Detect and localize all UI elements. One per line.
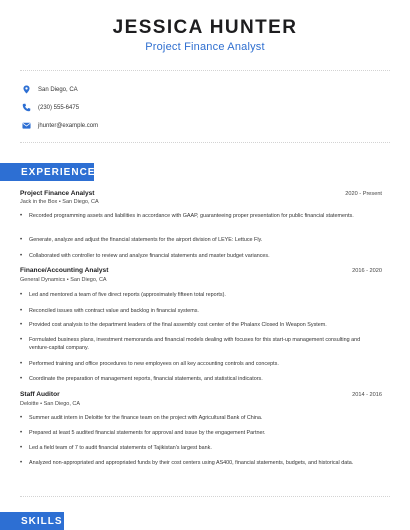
bullet-dot: • [20, 253, 23, 259]
bullet-item [20, 375, 365, 383]
contact-phone [22, 103, 79, 112]
bullet-text: Provided cost analysis to the department leaders of the final assembly cost center of the Phalanx Closed In Weapon System. [29, 322, 327, 328]
bullet-text: Formulated business plans, investment memoranda and financial models dealing with focuses for this start-up management consulting and venture-capital company. [29, 337, 361, 351]
bullet-dot: • [20, 213, 23, 219]
bullet-text: Led a field team of 7 to audit financial statements of Tajikistan's largest bank. [29, 445, 212, 451]
contact-divider [20, 142, 390, 143]
bullet-dot: • [20, 308, 23, 314]
bullet-item [20, 291, 365, 299]
bullet-text: Collaborated with controller to review and analyze financial statements and master budget variances. [29, 253, 270, 259]
bullet-text: Prepared at least 5 audited financial statements for approval and issue by the engagement Partner. [29, 430, 266, 436]
contact-phone-text: (230) 555-6475 [38, 104, 80, 111]
job-dates: 2016 - 2020 [352, 268, 382, 274]
bullet-dot: • [20, 337, 23, 343]
bullet-text: Recorded programming assets and liabilities in accordance with GAAP, guaranteeing proper presentation for public financial statements. [29, 213, 354, 219]
bullet-item [20, 336, 365, 352]
bullet-dot: • [20, 237, 23, 243]
bullet-text: Summer audit intern in Deloitte for the finance team on the project with Agricultural Bank of China. [29, 415, 263, 421]
bullet-dot: • [20, 430, 23, 436]
header-divider [20, 70, 390, 71]
bullet-item [20, 459, 365, 467]
bullet-item [20, 444, 365, 452]
bullet-dot: • [20, 445, 23, 451]
bullet-text: Analyzed non-appropriated and appropriated funds by their cost centers using AS400, financial statements, budgets, and historical data. [29, 460, 354, 466]
job-company: General Dynamics • San Diego, CA [20, 277, 107, 283]
email-icon [22, 121, 31, 130]
contact-location-text: San Diego, CA [38, 86, 78, 93]
job-dates: 2014 - 2016 [352, 392, 382, 398]
bullet-dot: • [20, 292, 23, 298]
bullet-dot: • [20, 415, 23, 421]
section-skills-label: SKILLS [21, 515, 63, 527]
bullet-item [20, 429, 365, 437]
section-experience [0, 163, 94, 181]
bullet-text: Led and mentored a team of five direct reports (approximately fifteen total reports). [29, 292, 226, 298]
bullet-item [20, 252, 365, 260]
contact-location [22, 85, 78, 94]
bullet-dot: • [20, 460, 23, 466]
bullet-dot: • [20, 361, 23, 367]
contact-email-text: jhunter@example.com [38, 122, 99, 129]
bullet-dot: • [20, 322, 23, 328]
bullet-text: Performed training and office procedures to new employees on all key accounting controls and concepts. [29, 361, 279, 367]
job-title: Project Finance Analyst [20, 190, 95, 197]
job-company: Deloitte • San Diego, CA [20, 401, 81, 407]
candidate-name: JESSICA HUNTER [112, 17, 298, 38]
experience-divider [20, 496, 390, 497]
section-skills [0, 512, 64, 530]
bullet-item [20, 321, 365, 329]
contact-email [22, 121, 98, 130]
job-title: Finance/Accounting Analyst [20, 267, 109, 274]
bullet-text: Generate, analyze and adjust the financial statements for the airport division of LEYE: Lettuce Fly. [29, 237, 263, 243]
bullet-text: Reconciled issues with contract value and backlog in financial systems. [29, 308, 199, 314]
job-title: Staff Auditor [20, 391, 60, 398]
job-company: Jack in the Box • San Diego, CA [20, 199, 99, 205]
location-pin-icon [22, 85, 31, 94]
bullet-text: Coordinate the preparation of management reports, financial statements, and statistical indicators. [29, 376, 263, 382]
bullet-item [20, 307, 365, 315]
bullet-item [20, 360, 365, 368]
section-experience-label: EXPERIENCE [21, 166, 96, 178]
bullet-item [20, 212, 365, 220]
bullet-dot: • [20, 376, 23, 382]
job-title-heading: Project Finance Analyst [145, 41, 265, 53]
phone-icon [22, 103, 31, 112]
bullet-item [20, 414, 365, 422]
job-dates: 2020 - Present [345, 191, 382, 197]
bullet-item [20, 236, 365, 244]
